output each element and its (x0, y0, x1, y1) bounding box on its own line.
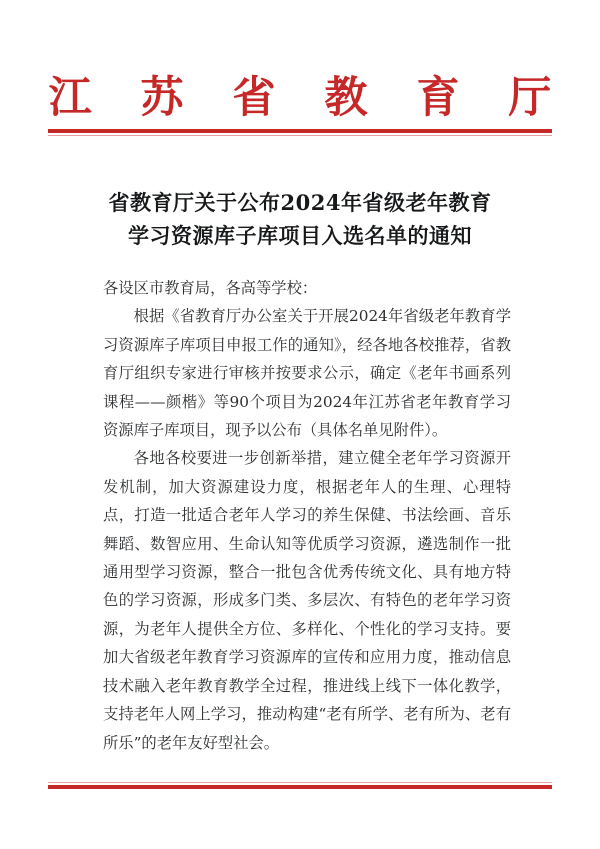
header-rule-thick-bar (48, 129, 552, 133)
header-rule-thin-bar (48, 135, 552, 136)
document-title-line-2: 学习资源库子库项目入选名单的通知 (128, 223, 472, 248)
body-paragraph-2: 各地各校要进一步创新举措，建立健全老年学习资源开发机制，加大资源建设力度，根据老年人的生理、心理特点，打造一批适合老年人学习的养生保健、书法绘画、音乐舞蹈、数智应用、生命认知等优质学习资源，遴选制作一批通用型学习资源，整合一批包含优秀传统文化、具有地方特色的学习资源，形成多门类、多层次、有特色的老年学习资源，为老年人提供全方位、多样化、个性化的学习支持。要加大省级老年教育学习资源库的宣传和应用力度，推动信息技术融入老年教育教学全过程，推进线上线下一体化教学，支持老年人网上学习，推动构建“老有所学、老有所为、老有所乐”的老年友好型社会。 (103, 449, 511, 752)
body-paragraph-1: 根据《省教育厅办公室关于开展2024年省级老年教育学习资源库子库项目申报工作的通知》，经各地各校推荐，省教育厅组织专家进行审核并按要求公示，确定《老年书画系列课程——颜楷》等90个项目为2024年江苏省老年教育学习资源库子库项目，现予以公布（具体名单见附件）。 (103, 307, 511, 440)
masthead-organization-name: 江 苏 省 教 育 厅 (48, 73, 569, 123)
document-title-line-1: 省教育厅关于公布2024年省级老年教育 (108, 190, 492, 215)
footer-red-rule (48, 782, 552, 790)
header-red-rule (48, 129, 552, 137)
masthead (0, 70, 600, 126)
footer-rule-thick-bar (48, 785, 552, 789)
document-title (70, 186, 530, 252)
footer-rule-thin-bar (48, 782, 552, 783)
document-body (103, 274, 511, 757)
body-salutation: 各设区市教育局，各高等学校： (103, 279, 318, 297)
